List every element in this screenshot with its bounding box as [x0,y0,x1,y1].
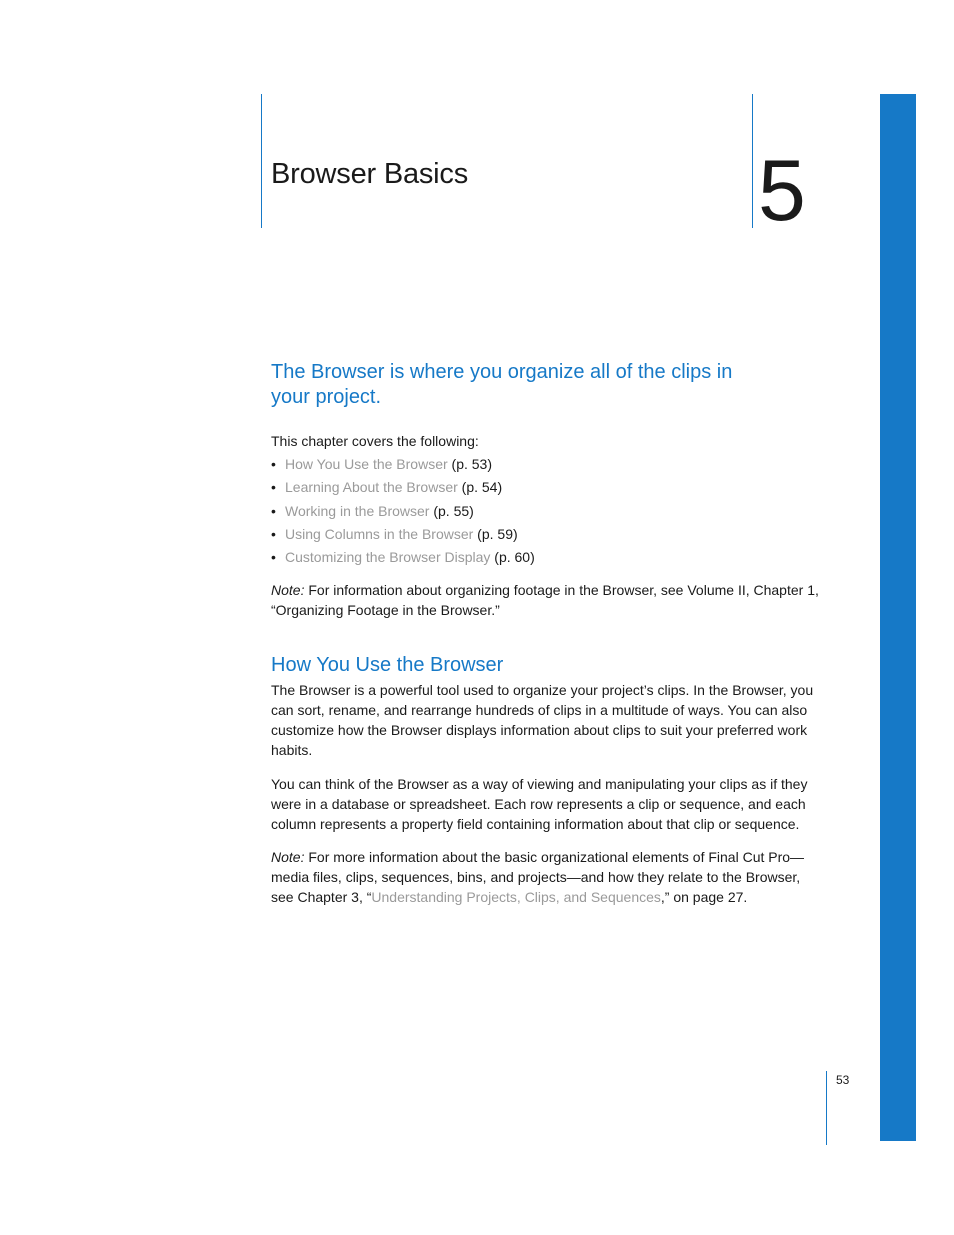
topic-list [271,454,535,570]
bullet: • [271,525,276,542]
topic-link[interactable]: Customizing the Browser Display [285,549,491,566]
note-text-after: ,” on page 27. [660,889,748,905]
chapter-title: Browser Basics [271,158,469,190]
list-item [271,501,535,524]
intro-heading: The Browser is where you organize all of the clips in your project. [271,361,733,408]
topic-page: (p. 55) [429,502,474,519]
title-rule-left [261,94,262,228]
note-label: Note: [271,582,305,598]
topic-link[interactable]: Using Columns in the Browser [285,525,474,542]
note-text-before: For more information about the basic organizational elements of Final Cut Pro—media files, clips, sequences, bins, and projects—and how they relate to the Browser, see Chapter 3, “ [271,849,805,905]
topic-page: (p. 53) [447,456,492,472]
bullet: • [271,479,276,496]
bullet: • [271,549,276,566]
bullet: • [271,502,276,519]
topic-page: (p. 60) [490,549,535,566]
section-note [271,847,826,907]
list-item [271,547,535,570]
section-paragraph-2: You can think of the Browser as a way of viewing and manipulating your clips as if they were in a database or spreadsheet. Each row represents a clip or sequence, and each column represents a property field containing information about that clip or sequence. [271,776,808,832]
section-paragraph-1: The Browser is a powerful tool used to organize your project’s clips. In the Browser, you can sort, rename, and rearrange hundreds of clips in a multitude of ways. You can also customize how the Browser displays information about clips to suit your preferred work habits. [271,682,814,758]
cross-reference-link[interactable]: Understanding Projects, Clips, and Sequences [371,889,661,905]
list-item [271,454,535,477]
chapter-tab-bar [880,94,916,1141]
list-item [271,477,535,500]
chapter-covers-text: This chapter covers the following: [271,433,479,449]
topic-link[interactable]: Working in the Browser [285,502,430,519]
list-item [271,524,535,547]
topic-link[interactable]: How You Use the Browser [285,456,448,472]
topic-page: (p. 54) [457,479,503,496]
note-label: Note: [271,849,305,865]
topic-page: (p. 59) [473,525,518,542]
title-rule-right [752,94,753,228]
topic-link[interactable]: Learning About the Browser [285,479,458,496]
page-number-rule [826,1071,827,1145]
bullet: • [271,456,276,472]
section-heading: How You Use the Browser [271,654,504,676]
page-number: 53 [836,1073,850,1087]
note-text: For information about organizing footage in the Browser, see Volume II, Chapter 1, “Organizing Footage in the Browser.” [271,582,819,618]
intro-note [271,580,826,620]
chapter-number: 5 [758,143,806,239]
